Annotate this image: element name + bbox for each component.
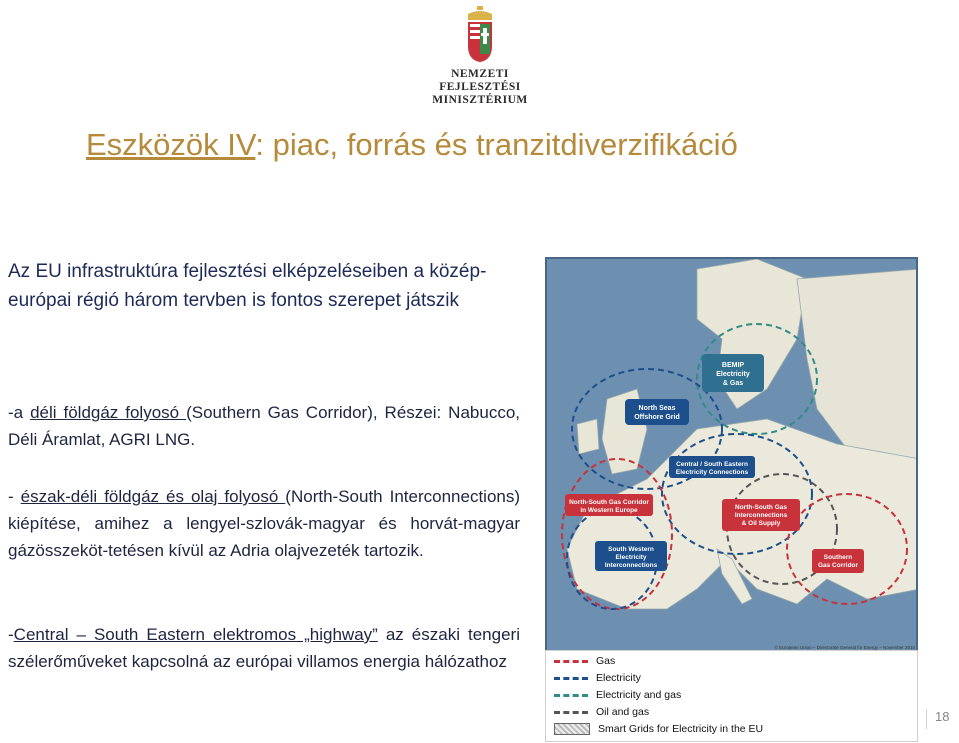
legend-smart bbox=[554, 723, 763, 739]
ministry-name-line2: MINISZTÉRIUM bbox=[432, 94, 528, 106]
p1-rest: (Southern Gas Corridor), Részei: Nabucco, Déli Áramlat, AGRI LNG. bbox=[8, 403, 520, 449]
legend-elec-gas-swatch bbox=[554, 694, 588, 697]
legend-oil-gas bbox=[554, 706, 649, 722]
label-sw-electricity: South Western Electricity Interconnections bbox=[604, 546, 658, 569]
legend-elec-gas bbox=[554, 689, 681, 705]
legend-electricity bbox=[554, 672, 641, 688]
p2-prefix: - bbox=[8, 487, 21, 506]
paragraph-electric-highway bbox=[8, 621, 520, 675]
page-number: 18 bbox=[926, 709, 956, 729]
intro-text: Az EU infrastruktúra fejlesztési elképzeléseiben a közép-európai régió három tervben is fontos szerepet játszik bbox=[8, 261, 487, 311]
label-central-se: Central / South Eastern Electricity Connections bbox=[675, 461, 749, 476]
ministry-name bbox=[412, 68, 548, 107]
europe-energy-map bbox=[545, 257, 918, 654]
p1-term: déli földgáz folyosó bbox=[30, 403, 187, 422]
p3-term: Central – South Eastern elektromos „highway” bbox=[13, 625, 378, 644]
slide-title bbox=[86, 127, 738, 163]
map-credit: © European Union – Directorate General for Energy – November 2010 bbox=[774, 645, 915, 650]
slide-title-main: Eszközök IV bbox=[86, 127, 256, 162]
p1-prefix: -a bbox=[8, 403, 31, 422]
legend-gas bbox=[554, 655, 615, 671]
ministry-logo bbox=[412, 6, 548, 106]
map-graphic bbox=[547, 259, 918, 654]
legend-electricity-swatch bbox=[554, 677, 588, 680]
ministry-name-line1: NEMZETI FEJLESZTÉSI bbox=[439, 68, 521, 93]
label-bemip: BEMIP Electricity & Gas bbox=[716, 362, 750, 387]
legend-elec-gas-label: Electricity and gas bbox=[596, 689, 682, 701]
legend-smart-label: Smart Grids for Electricity in the EU bbox=[598, 723, 764, 735]
slide-title-rest: : piac, forrás és tranzitdiverzifikáció bbox=[255, 127, 738, 162]
coat-of-arms-icon bbox=[462, 6, 498, 64]
legend-smart-swatch bbox=[554, 723, 590, 735]
legend-oil-gas-swatch bbox=[554, 711, 588, 714]
legend-gas-swatch bbox=[554, 660, 588, 663]
label-ns-interconnections: North-South Gas Interconnections & Oil Supply bbox=[734, 504, 788, 527]
p2-rest: (North-South Interconnections) kiépítése, amihez a lengyel-szlovák-magyar és horvát-magyar gázösszeköt-tetésen kívül az Adria olajvezeték tartozik. bbox=[8, 487, 521, 560]
paragraph-southern-gas bbox=[8, 399, 520, 453]
p3-rest: az északi tengeri szélerőműveket kapcsolná az európai villamos energia hálózathoz bbox=[8, 625, 520, 671]
label-north-seas: North Seas Offshore Grid bbox=[634, 405, 680, 421]
paragraph-north-south bbox=[8, 483, 520, 564]
map-legend bbox=[545, 650, 918, 742]
legend-gas-label: Gas bbox=[596, 655, 616, 667]
label-southern-gas: Southern Gas Corridor bbox=[817, 554, 859, 569]
map-ireland bbox=[577, 419, 599, 454]
legend-electricity-label: Electricity bbox=[596, 672, 641, 684]
p3-prefix: - bbox=[8, 625, 14, 644]
legend-oil-gas-label: Oil and gas bbox=[596, 706, 650, 718]
label-ns-gas-western: North-South Gas Corridor in Western Europe bbox=[569, 499, 649, 514]
p2-term: észak-déli földgáz és olaj folyosó bbox=[20, 487, 286, 506]
